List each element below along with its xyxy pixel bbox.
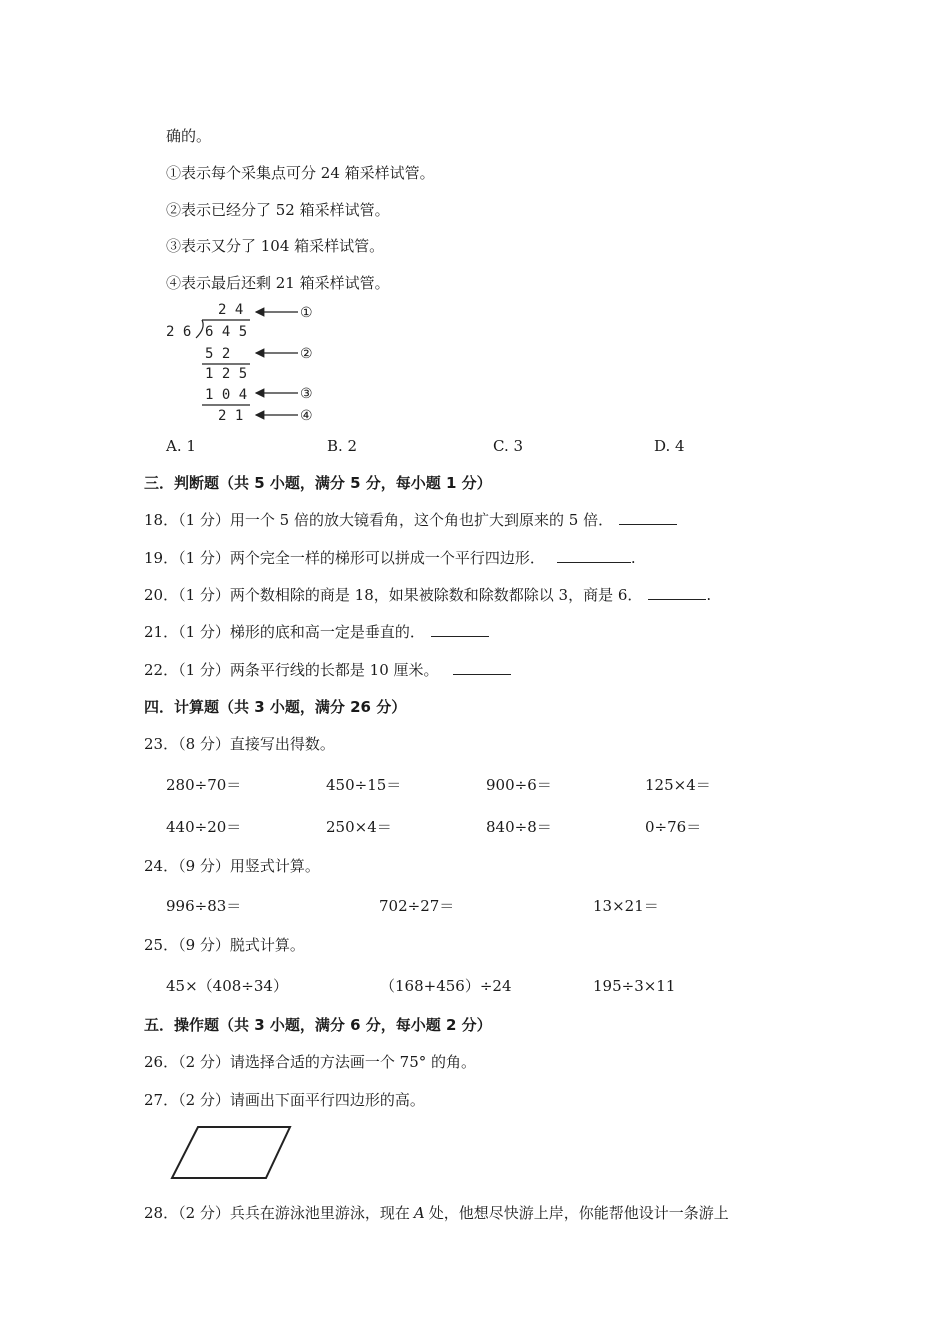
question-27: 27．（2 分）请画出下面平行四边形的高。 <box>144 1091 425 1109</box>
calc-item: 450÷15＝ <box>326 776 402 794</box>
question-text: （1 分）用一个 5 倍的放大镜看角，这个角也扩大到原来的 5 倍． <box>178 511 614 529</box>
marker-2: ② <box>300 346 313 362</box>
q17-note-2: ②表示已经分了 52 箱采样试管。 <box>166 201 390 219</box>
question-number: 21． <box>144 623 179 641</box>
marker-1: ① <box>300 305 313 321</box>
division-step-1: 5 2 <box>205 346 231 362</box>
calc-item: 840÷8＝ <box>486 818 552 836</box>
vertical-calc-item: 13×21＝ <box>593 897 659 915</box>
question-22 <box>144 660 511 680</box>
question-number: 18． <box>144 511 179 529</box>
question-25: 25．（9 分）脱式计算。 <box>144 936 305 954</box>
question-24: 24．（9 分）用竖式计算。 <box>144 857 320 875</box>
question-number: 20． <box>144 586 179 604</box>
stepwise-calc-item: 195÷3×11 <box>593 977 676 995</box>
calc-item: 900÷6＝ <box>486 776 552 794</box>
q17-note-1: ①表示每个采集点可分 24 箱采样试管。 <box>166 164 435 182</box>
vertical-calc-item: 702÷27＝ <box>379 897 455 915</box>
q17-tail: 确的。 <box>166 127 212 145</box>
answer-blank[interactable] <box>619 510 677 525</box>
option-c[interactable]: C. 3 <box>493 437 524 455</box>
q17-note-4: ④表示最后还剩 21 箱采样试管。 <box>166 274 390 292</box>
division-dividend: 6 4 5 <box>205 324 248 340</box>
question-28 <box>144 1203 729 1223</box>
section-5-title: 五．操作题（共 3 小题，满分 6 分，每小题 2 分） <box>144 1016 492 1034</box>
option-b[interactable]: B. 2 <box>327 437 358 455</box>
parallelogram-figure <box>168 1122 298 1184</box>
question-text: （1 分）梯形的底和高一定是垂直的． <box>178 623 425 641</box>
question-text: （1 分）两个数相除的商是 18，如果被除数和除数都除以 3，商是 6． <box>178 586 643 604</box>
calc-item: 440÷20＝ <box>166 818 242 836</box>
question-18 <box>144 510 677 530</box>
question-28-text-before: 28．（2 分）兵兵在游泳池里游泳，现在 <box>144 1204 410 1222</box>
long-division-figure <box>160 296 330 428</box>
division-remainder-2: 2 1 <box>218 408 244 424</box>
question-26: 26．（2 分）请选择合适的方法画一个 75° 的角。 <box>144 1053 477 1071</box>
marker-4: ④ <box>300 408 313 424</box>
question-20 <box>144 585 711 605</box>
answer-blank[interactable] <box>453 660 511 675</box>
question-23: 23．（8 分）直接写出得数。 <box>144 735 335 753</box>
question-number: 22． <box>144 661 179 679</box>
stepwise-calc-item: （168+456）÷24 <box>380 977 512 995</box>
question-text: （1 分）两条平行线的长都是 10 厘米。 <box>178 661 439 679</box>
section-4-title: 四．计算题（共 3 小题，满分 26 分） <box>144 698 407 716</box>
question-21 <box>144 622 489 642</box>
division-divisor: 2 6 <box>166 324 192 340</box>
option-a[interactable]: A. 1 <box>166 437 196 455</box>
vertical-calc-item: 996÷83＝ <box>166 897 242 915</box>
question-text: （1 分）两个完全一样的梯形可以拼成一个平行四边形． <box>178 549 545 567</box>
answer-blank[interactable] <box>557 548 631 563</box>
calc-item: 125×4＝ <box>645 776 711 794</box>
section-3-title: 三．判断题（共 5 小题，满分 5 分，每小题 1 分） <box>144 474 492 492</box>
question-end: . <box>706 586 712 604</box>
marker-3: ③ <box>300 386 313 402</box>
question-28-text-after: 处，他想尽快游上岸，你能帮他设计一条游上 <box>428 1204 729 1222</box>
question-number: 19． <box>144 549 179 567</box>
question-19 <box>144 548 636 568</box>
calc-item: 250×4＝ <box>326 818 392 836</box>
stepwise-calc-item: 45×（408÷34） <box>166 977 288 995</box>
calc-item: 280÷70＝ <box>166 776 242 794</box>
division-remainder-1: 1 2 5 <box>205 366 248 382</box>
question-end: . <box>630 549 636 567</box>
division-step-2: 1 0 4 <box>205 387 248 403</box>
division-quotient: 2 4 <box>218 302 244 318</box>
answer-blank[interactable] <box>648 585 706 600</box>
point-a-label: A <box>413 1204 425 1222</box>
calc-item: 0÷76＝ <box>645 818 702 836</box>
answer-blank[interactable] <box>431 622 489 637</box>
option-d[interactable]: D. 4 <box>654 437 685 455</box>
q17-note-3: ③表示又分了 104 箱采样试管。 <box>166 237 385 255</box>
